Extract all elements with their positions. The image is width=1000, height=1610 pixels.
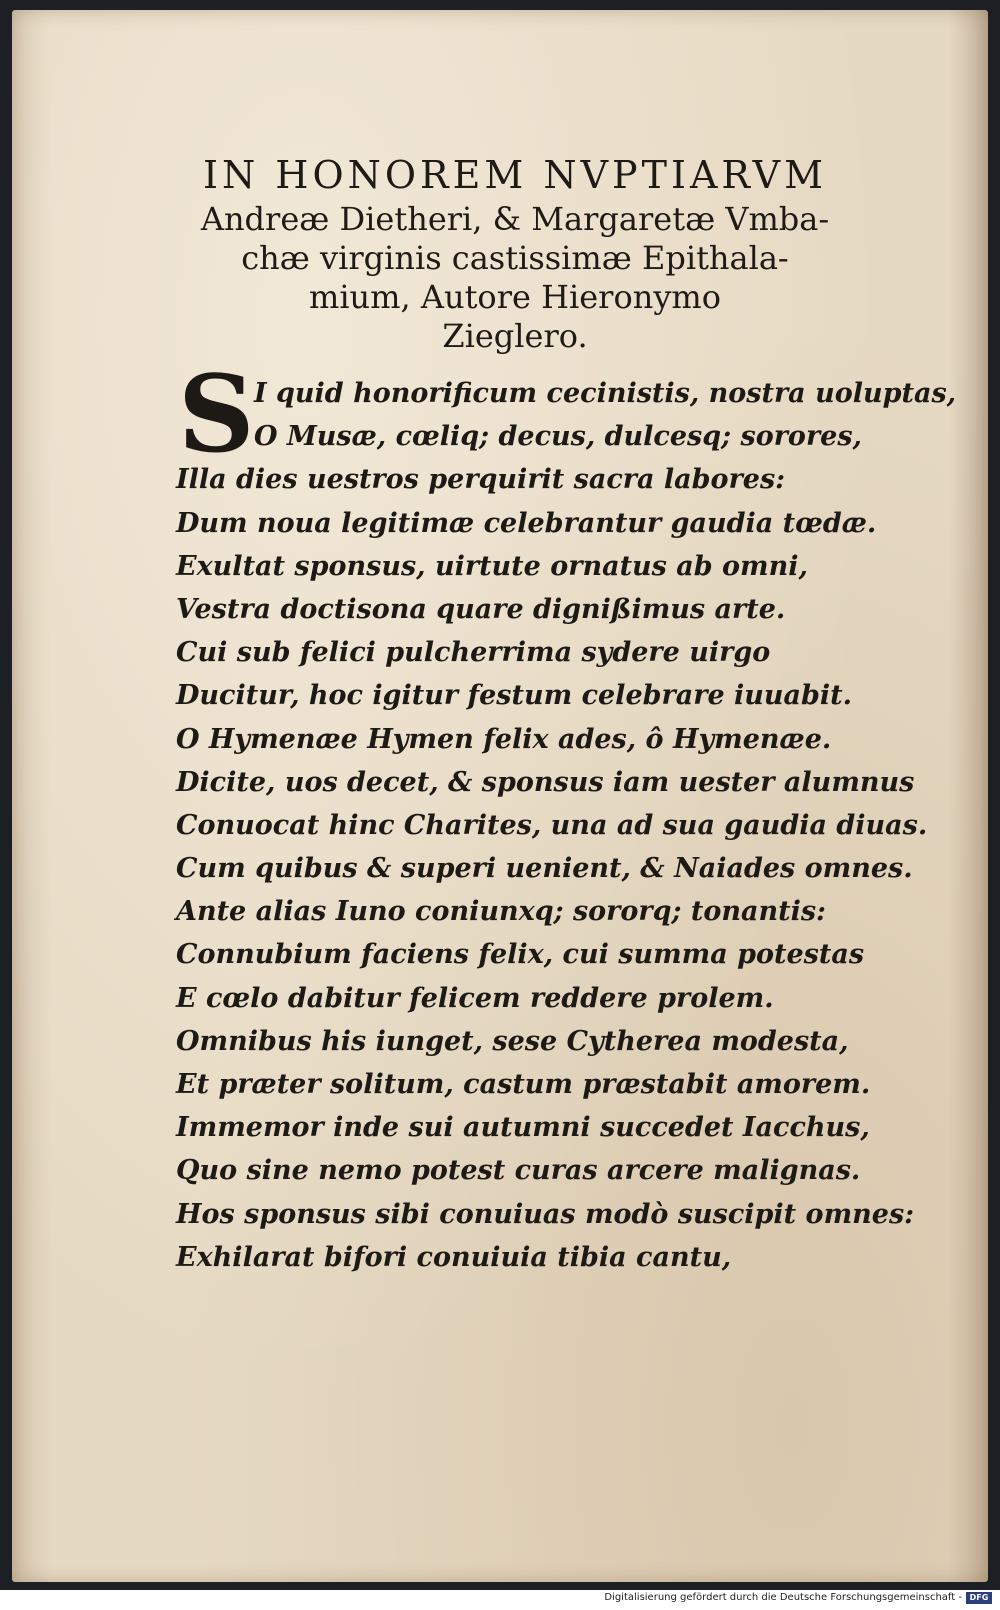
title-caps-line: IN HONOREM NVPTIARVM bbox=[202, 153, 828, 197]
verse-line: O Hymenæe Hymen felix ades, ô Hymenæe. bbox=[176, 723, 832, 755]
title-line-1: Andreæ Dietheri, & Margaretæ Vmba- bbox=[200, 200, 830, 238]
verse-line: O Musæ, cœliq; decus, dulcesq; sorores, bbox=[254, 421, 862, 453]
verse-line: Conuocat hinc Charites, una ad sua gaudia diuas. bbox=[176, 809, 928, 841]
title-line-2: chæ virginis castissimæ Epithala- bbox=[241, 239, 789, 277]
page-title bbox=[150, 150, 880, 356]
verse-line: Cui sub felici pulcherrima sydere uirgo bbox=[176, 637, 771, 669]
verse-line: Connubium faciens felix, cui summa potestas bbox=[176, 939, 865, 971]
verse-line: Immemor inde sui autumni succedet Iacchus, bbox=[176, 1112, 870, 1144]
verse-line: I quid honorificum cecinistis, nostra uoluptas, bbox=[254, 378, 957, 409]
title-line-4: Zieglero. bbox=[442, 317, 588, 355]
verse-line: Hos sponsus sibi conuiuas modò suscipit omnes: bbox=[176, 1198, 915, 1230]
verse-line: Omnibus his iunget, sese Cytherea modesta, bbox=[176, 1025, 849, 1057]
verse-line: E cœlo dabitur felicem reddere prolem. bbox=[176, 982, 774, 1014]
dfg-logo: DFG bbox=[966, 1592, 992, 1604]
verse-line: Vestra doctisona quare dignißimus arte. bbox=[176, 593, 786, 625]
title-line-3: mium, Autore Hieronymo bbox=[308, 278, 722, 316]
verse-line: Dum noua legitimæ celebrantur gaudia tœdæ. bbox=[176, 507, 877, 539]
verse-line: Cum quibus & superi uenient, & Naiades omnes. bbox=[176, 853, 913, 885]
drop-cap: S bbox=[178, 351, 255, 476]
verse-line: Exhilarat bifori conuiuia tibia cantu, bbox=[176, 1241, 732, 1273]
verse-line: Dicite, uos decet, & sponsus iam uester alumnus bbox=[176, 766, 915, 798]
verse-line: Ante alias Iuno coniunxq; sororq; tonantis: bbox=[176, 896, 827, 928]
digitization-credit: Digitalisierung gefördert durch die Deutsche Forschungsgemeinschaft - bbox=[604, 1592, 962, 1603]
poem-body bbox=[176, 372, 957, 1279]
verse-line: Quo sine nemo potest curas arcere malignas. bbox=[176, 1155, 861, 1187]
verse-line: Ducitur, hoc igitur festum celebrare iuuabit. bbox=[176, 680, 853, 712]
verse-line: Exultat sponsus, uirtute ornatus ab omni, bbox=[176, 550, 808, 582]
verse-line: Illa dies uestros perquirit sacra labores: bbox=[176, 464, 786, 496]
verse-line: Et præter solitum, castum præstabit amorem. bbox=[176, 1069, 871, 1100]
